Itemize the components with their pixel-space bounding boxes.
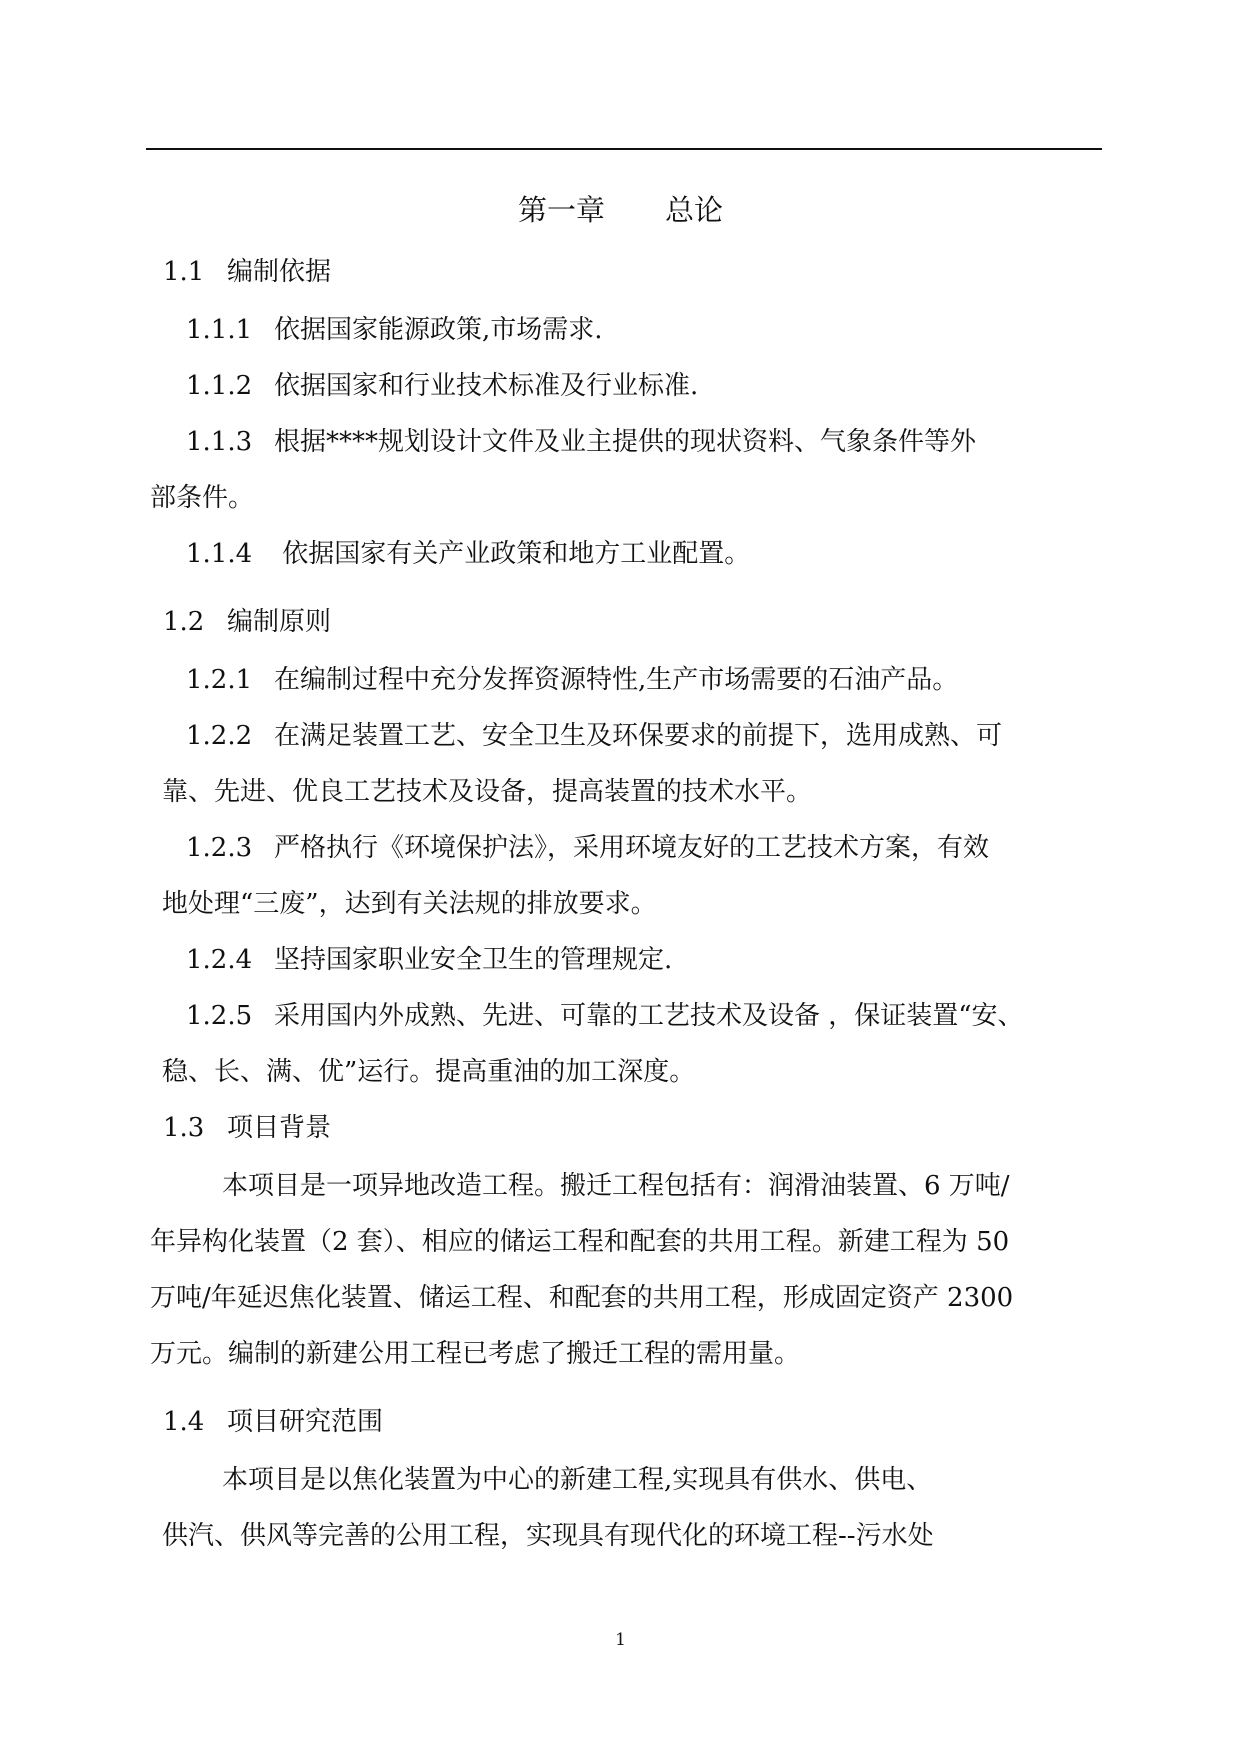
item-number: 1.2.4	[186, 945, 253, 975]
item-number: 1.2.2	[186, 721, 253, 751]
chapter-number: 第一章	[517, 193, 605, 227]
section-title: 项目研究范围	[227, 1407, 384, 1437]
section-title: 编制依据	[227, 257, 332, 287]
item-number: 1.2.1	[186, 665, 253, 695]
section-number: 1.3	[163, 1113, 205, 1143]
list-item-1-2-1	[186, 660, 958, 700]
section-heading-1-2	[163, 602, 331, 642]
item-number: 1.2.5	[186, 1001, 253, 1031]
paragraph-line: 本项目是一项异地改造工程。搬迁工程包括有：润滑油装置、6 万吨/	[222, 1171, 1010, 1201]
chapter-name: 总论	[665, 193, 724, 227]
item-text: 采用国内外成熟、先进、可靠的工艺技术及设备 ，保证装置“安、	[274, 1001, 1024, 1031]
section-title: 项目背景	[227, 1113, 332, 1143]
item-text: 依据国家和行业技术标准及行业标准.	[274, 371, 699, 401]
paragraph-line: 万元。编制的新建公用工程已考虑了搬迁工程的需用量。	[150, 1339, 801, 1369]
paragraph-line: 供汽、供风等完善的公用工程，实现具有现代化的环境工程--污水处	[162, 1521, 934, 1551]
list-item-1-2-3	[186, 828, 989, 868]
item-text: 严格执行《环境保护法》，采用环境友好的工艺技术方案，有效	[274, 833, 990, 863]
item-number: 1.2.3	[186, 833, 253, 863]
page-number: 1	[615, 1630, 626, 1650]
item-text: 坚持国家职业安全卫生的管理规定.	[274, 945, 673, 975]
list-item-1-2-2	[186, 716, 1002, 756]
item-text: 在编制过程中充分发挥资源特性,生产市场需要的石油产品。	[274, 665, 959, 695]
list-item-1-1-2	[186, 366, 698, 406]
list-item-1-1-3	[186, 422, 976, 462]
list-item-continuation: 稳、长、满、优”运行。提高重油的加工深度。	[162, 1057, 696, 1087]
item-text: 依据国家有关产业政策和地方工业配置。	[274, 539, 751, 569]
list-item-1-2-4	[186, 940, 672, 980]
item-number: 1.1.2	[186, 371, 253, 401]
list-item-1-1-4	[186, 534, 750, 574]
section-number: 1.2	[163, 607, 205, 637]
section-number: 1.4	[163, 1407, 205, 1437]
header-rule	[146, 148, 1102, 150]
list-item-1-1-1	[186, 310, 603, 350]
section-title: 编制原则	[227, 607, 332, 637]
section-heading-1-4	[163, 1402, 383, 1442]
list-item-continuation: 部条件。	[150, 483, 255, 513]
item-text: 在满足装置工艺、安全卫生及环保要求的前提下，选用成熟、可	[274, 721, 1003, 751]
item-number: 1.1.3	[186, 427, 253, 457]
paragraph-line: 本项目是以焦化装置为中心的新建工程,实现具有供水、供电、	[222, 1465, 933, 1495]
list-item-continuation: 靠、先进、优良工艺技术及设备，提高装置的技术水平。	[162, 777, 813, 807]
item-text: 根据****规划设计文件及业主提供的现状资料、气象条件等外	[274, 427, 977, 457]
item-number: 1.1.4	[186, 539, 253, 569]
list-item-1-2-5	[186, 996, 1024, 1036]
paragraph-line: 年异构化装置（2 套）、相应的储运工程和配套的共用工程。新建工程为 50	[150, 1227, 1010, 1257]
paragraph-line: 万吨/年延迟焦化装置、储运工程、和配套的共用工程，形成固定资产 2300	[150, 1283, 1014, 1313]
section-number: 1.1	[163, 257, 205, 287]
section-heading-1-3	[163, 1108, 331, 1148]
chapter-title	[0, 190, 1241, 230]
section-heading-1-1	[163, 252, 331, 292]
list-item-continuation: 地处理“三废”，达到有关法规的排放要求。	[162, 889, 657, 919]
item-number: 1.1.1	[186, 315, 253, 345]
item-text: 依据国家能源政策,市场需求.	[274, 315, 603, 345]
